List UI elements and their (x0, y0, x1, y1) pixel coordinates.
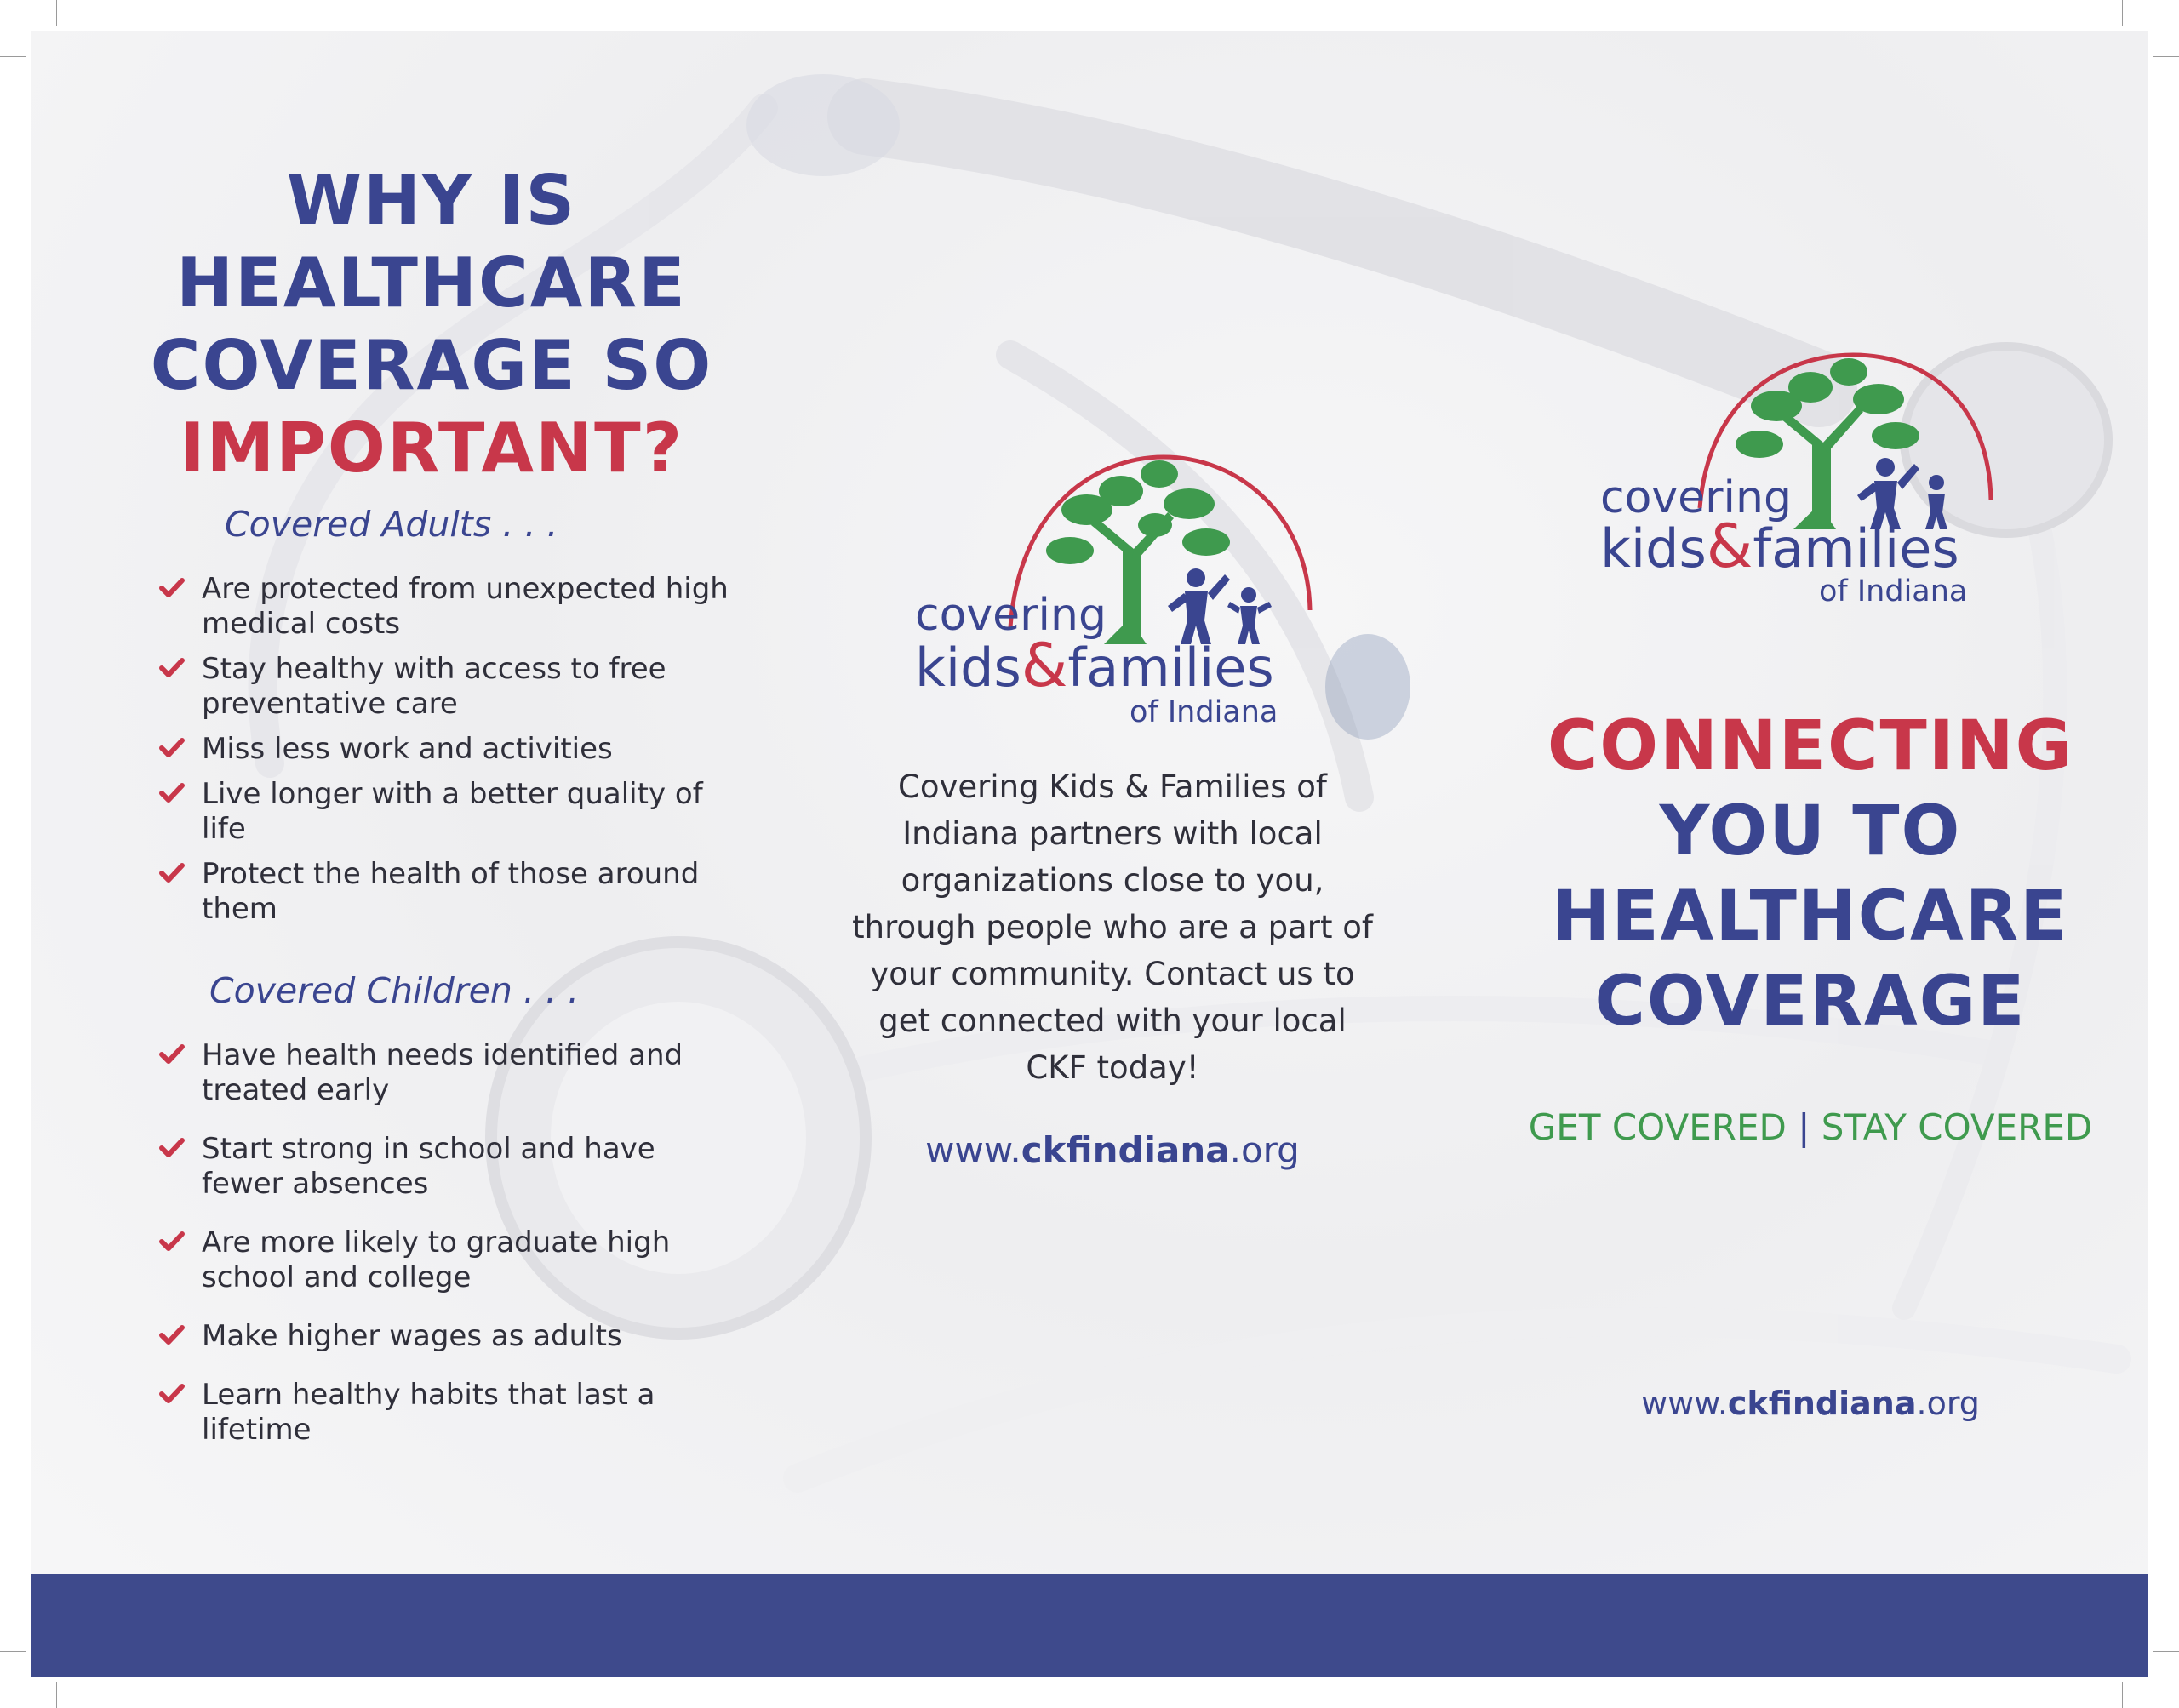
crop-mark (2122, 1682, 2123, 1708)
check-icon (159, 862, 185, 884)
logo-families: families (1067, 637, 1274, 699)
list-item-text: Are more likely to graduate high school and college (202, 1225, 671, 1294)
footer-band (31, 1574, 2148, 1677)
list-item (159, 1132, 738, 1202)
list-item (159, 572, 738, 642)
list-item-text: Stay healthy with access to free preventative care (202, 652, 666, 721)
logo-line2 (1600, 511, 1959, 581)
url-suffix: .org (1916, 1385, 1980, 1422)
right-panel-title (1478, 704, 2142, 1044)
check-icon (159, 1231, 185, 1253)
logo-ampersand: & (1706, 511, 1753, 581)
tagline-right: STAY COVERED (1821, 1106, 2093, 1148)
left-panel-title (117, 159, 746, 489)
crop-mark (2153, 56, 2179, 57)
list-item (159, 652, 738, 722)
crop-mark (0, 56, 26, 57)
check-icon (159, 1137, 185, 1159)
children-heading: Covered Children . . . (209, 970, 580, 1011)
url-prefix: www. (925, 1129, 1021, 1171)
tagline (1478, 1106, 2142, 1148)
logo-families: families (1753, 517, 1959, 580)
list-item-text: Are protected from unexpected high medical costs (202, 572, 729, 641)
check-icon (159, 782, 185, 804)
right-website-link[interactable] (1478, 1385, 2142, 1422)
left-title-line: HEALTHCARE (176, 243, 687, 323)
list-item-text: Live longer with a better quality of life (202, 777, 703, 846)
left-title-line: WHY IS (286, 161, 577, 240)
tagline-separator: | (1798, 1106, 1810, 1148)
right-title-line: HEALTHCARE (1552, 877, 2069, 957)
adults-list (159, 572, 738, 927)
list-item (159, 857, 738, 927)
list-item-text: Start strong in school and have fewer absences (202, 1132, 655, 1201)
right-title-line: YOU TO (1659, 791, 1962, 871)
list-item (159, 1225, 738, 1295)
list-item (159, 1319, 738, 1354)
url-domain: ckfindiana (1727, 1385, 1917, 1422)
ckf-logo (874, 431, 1334, 746)
list-item-text: Protect the health of those around them (202, 857, 700, 926)
list-item (159, 777, 738, 847)
tagline-left: GET COVERED (1528, 1106, 1787, 1148)
list-item (159, 1038, 738, 1108)
crop-mark (2153, 1651, 2179, 1652)
left-title-line: COVERAGE SO (150, 326, 713, 405)
url-domain: ckfindiana (1021, 1129, 1230, 1171)
ckf-logo-right (1564, 338, 2023, 653)
url-suffix: .org (1229, 1129, 1300, 1171)
list-item-text: Learn healthy habits that last a lifetime (202, 1378, 655, 1447)
logo-line1: covering (1600, 472, 1792, 523)
crop-mark (56, 0, 57, 26)
adults-heading: Covered Adults . . . (225, 504, 558, 545)
crop-mark (56, 1682, 57, 1708)
logo-line1: covering (915, 590, 1107, 641)
family-figures-icon (1168, 568, 1272, 644)
crop-mark (2122, 0, 2123, 26)
check-icon (159, 1043, 185, 1065)
list-item-text: Miss less work and activities (202, 732, 613, 766)
right-title-line: CONNECTING (1547, 706, 2074, 786)
logo-line3: of Indiana (1130, 695, 1278, 729)
check-icon (159, 737, 185, 759)
left-title-emphasis: IMPORTANT? (179, 408, 684, 488)
list-item-text: Have health needs identified and treated early (202, 1038, 683, 1107)
logo-line2 (915, 631, 1274, 700)
middle-body-text: Covering Kids & Families of Indiana partners with local organizations close to you, through people who are a part of your community. Contact us to get connected with your local CKF today! (852, 768, 1373, 1086)
check-icon (159, 1383, 185, 1405)
crop-mark (0, 1651, 26, 1652)
logo-ampersand: & (1021, 631, 1068, 700)
check-icon (159, 657, 185, 679)
middle-website-link[interactable] (849, 1129, 1376, 1171)
list-item (159, 732, 738, 767)
list-item-text: Make higher wages as adults (202, 1319, 622, 1353)
logo-line3: of Indiana (1819, 574, 1968, 608)
right-title-line: COVERAGE (1594, 962, 2027, 1042)
children-list (159, 1038, 738, 1448)
url-prefix: www. (1641, 1385, 1728, 1422)
list-item (159, 1378, 738, 1448)
logo-kids: kids (915, 637, 1021, 699)
logo-kids: kids (1600, 517, 1707, 580)
check-icon (159, 577, 185, 599)
brochure-page (31, 31, 2148, 1677)
check-icon (159, 1324, 185, 1346)
